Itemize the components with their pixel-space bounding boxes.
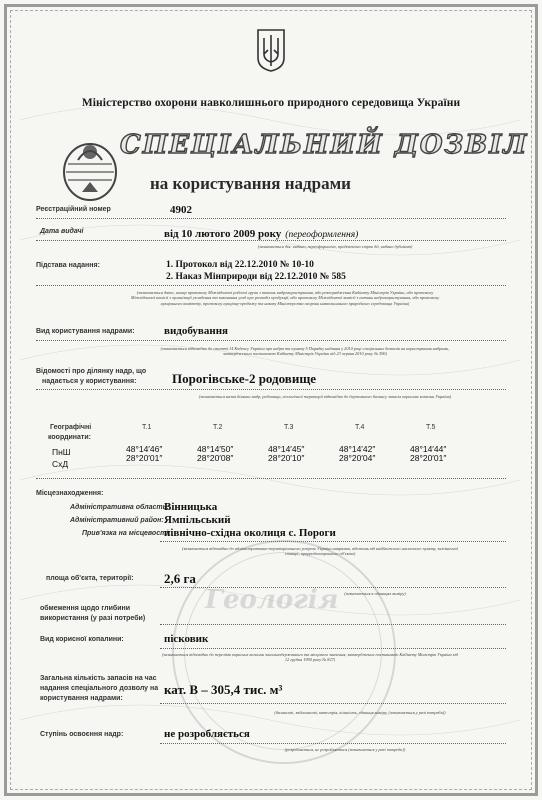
oblast-label: Адміністративна область: xyxy=(70,504,170,511)
agency-logo-icon xyxy=(60,138,120,202)
divider xyxy=(160,624,506,625)
basis-1: 1. Протокол від 22.12.2010 № 10-10 xyxy=(166,260,314,270)
stage-value: не розробляється xyxy=(164,728,250,740)
stage-note: (розробляється, не розробляється (зазначається у разі потреби)) xyxy=(284,747,406,752)
area-value: 2,6 га xyxy=(164,571,196,586)
coord-point-n: 48°14′46″ xyxy=(126,444,163,454)
mineral-note: (зазначається відповідно до переліків корисних копалин загальнодержавного та місцевого значення, затверджених постановою Кабінету Міністрів України від 12 грудня 1994 року № 827) xyxy=(162,652,458,663)
coord-point-n: 48°14′50″ xyxy=(197,444,234,454)
oblast-value: Вінницька xyxy=(164,501,218,513)
reserves-label-2: надання спеціального дозволу на xyxy=(40,685,159,692)
depth-label-2: використання (у разі потреби) xyxy=(40,615,146,622)
coord-point-e: 28°20′04″ xyxy=(339,453,376,464)
coords-label-2: координати: xyxy=(48,434,91,441)
use-value: видобування xyxy=(164,325,228,337)
coord-point-n: 48°14′45″ xyxy=(268,444,305,454)
watermark-stamp-inner xyxy=(184,552,382,750)
divider xyxy=(160,587,506,588)
area-label: площа об'єкта, території: xyxy=(46,575,134,582)
depth-label-1: обмеження щодо глибини xyxy=(40,605,131,612)
basis-label: Підстава надання: xyxy=(36,262,100,269)
coord-point-1 xyxy=(126,424,162,464)
location-note: (зазначається відповідно до адміністративно-територіального устрою України напрямок, відстань від найближчого населеного пункту, залізничної станції, прирродоохоронного об'єкта) xyxy=(182,546,458,557)
date-value: від 10 лютого 2009 року xyxy=(164,228,282,240)
basis-note: (зазначається дата, номер протоколу Міжвідомчої робочої групи з питань надрокористування, або розпорядження Кабінету Міністрів України, або протоколу Міжвідомчої комісії з організації укладення та виконання угод про розподіл продукції, або протоколу Міжвідомчої комісії з питань надрокористування, або протоколу аукціонного комітету, протоколу аукціону-продажу та наказу Міністерства охорони навколишнього природного середовища України) xyxy=(130,290,440,306)
reserves-label-1: Загальна кількість запасів на час xyxy=(40,675,157,682)
divider xyxy=(160,703,506,704)
ref-value: північно-східна околиця с. Пороги xyxy=(164,527,336,539)
divider xyxy=(160,541,506,542)
coord-point-5 xyxy=(410,424,446,464)
reg-label: Реєстраційний номер xyxy=(36,206,111,213)
reg-value: 4902 xyxy=(170,204,192,216)
coord-point-name: Т.2 xyxy=(213,424,223,431)
coord-point-name: Т.4 xyxy=(355,424,365,431)
coord-point-4 xyxy=(339,424,375,464)
site-value: Порогівське-2 родовище xyxy=(172,371,317,386)
location-label: Місцезнаходження: xyxy=(36,490,104,497)
basis-2: 2. Наказ Мінприроди від 22.12.2010 № 585 xyxy=(166,272,346,282)
reserves-note: (балансові, забалансові, категорія, кількість, одиниця виміру, (зазначається у разі потреби)) xyxy=(274,710,446,715)
date-label: Дата видачі xyxy=(40,228,84,235)
divider xyxy=(36,240,506,241)
coord-point-name: Т.1 xyxy=(142,424,152,431)
document-subtitle: на користування надрами xyxy=(150,174,351,193)
coord-point-n: 48°14′44″ xyxy=(410,444,447,454)
coord-point-name: Т.5 xyxy=(426,424,436,431)
site-label-1: Відомості про ділянку надр, що xyxy=(36,368,147,375)
date-note: (зазначається дія: видано, переоформлено, продовжено строк дії, видано дублікат) xyxy=(257,244,413,249)
divider xyxy=(160,743,506,744)
watermark-text: Геологія xyxy=(205,585,339,615)
trident-emblem-icon xyxy=(256,28,286,72)
divider xyxy=(36,389,506,390)
mineral-label: Вид корисної копалини: xyxy=(40,636,124,643)
raion-label: Адміністративний район: xyxy=(70,517,164,524)
divider xyxy=(36,285,506,286)
coord-point-n: 48°14′42″ xyxy=(339,444,376,454)
mineral-value: пісковик xyxy=(164,633,209,645)
raion-value: Ямпільський xyxy=(164,514,231,526)
use-note: (зазначається відповідно до статті 14 Кодексу України про надра та пункту 5 Порядку надання у 2010 році спеціальних дозволів на користування надрами, затвердженого постановою Кабінету Міністрів України від 23 червня 2010 року № 596) xyxy=(160,346,450,357)
ministry-name: Міністерство охорони навколишнього природного середовища України xyxy=(81,97,461,109)
coord-point-name: Т.3 xyxy=(284,424,294,431)
divider xyxy=(36,218,506,219)
date-extra: (переоформлення) xyxy=(285,230,359,240)
ref-label: Прив'язка на місцевості: xyxy=(82,530,171,537)
reserves-value: кат. В – 305,4 тис. м³ xyxy=(164,682,283,697)
coord-point-3 xyxy=(268,424,304,464)
coord-point-e: 28°20′10″ xyxy=(268,453,305,464)
stage-label: Ступінь освоєння надр: xyxy=(40,731,124,738)
area-note: (зазначається в одиницях виміру) xyxy=(344,591,406,596)
coord-point-e: 28°20′01″ xyxy=(126,453,163,464)
divider xyxy=(160,648,506,649)
document-title: СПЕЦІАЛЬНИЙ ДОЗВІЛ xyxy=(120,130,529,160)
divider xyxy=(36,340,506,341)
site-note: (зазначається назва ділянки надр, родовища, геологічної території відповідно до державного балансу запасів корисних копалин України) xyxy=(198,394,452,399)
coord-point-2 xyxy=(197,424,233,464)
coord-point-e: 28°20′08″ xyxy=(197,453,234,464)
coords-label-1: Географічні xyxy=(50,424,92,431)
coords-row-e: СхД xyxy=(52,459,69,469)
coord-point-e: 28°20′01″ xyxy=(410,453,447,464)
divider xyxy=(36,478,506,479)
reserves-label-3: користування надрами: xyxy=(40,695,123,702)
coords-row-n: ПнШ xyxy=(52,447,71,457)
use-label: Вид користування надрами: xyxy=(36,328,135,335)
site-label-2: надається у користування: xyxy=(42,378,137,385)
